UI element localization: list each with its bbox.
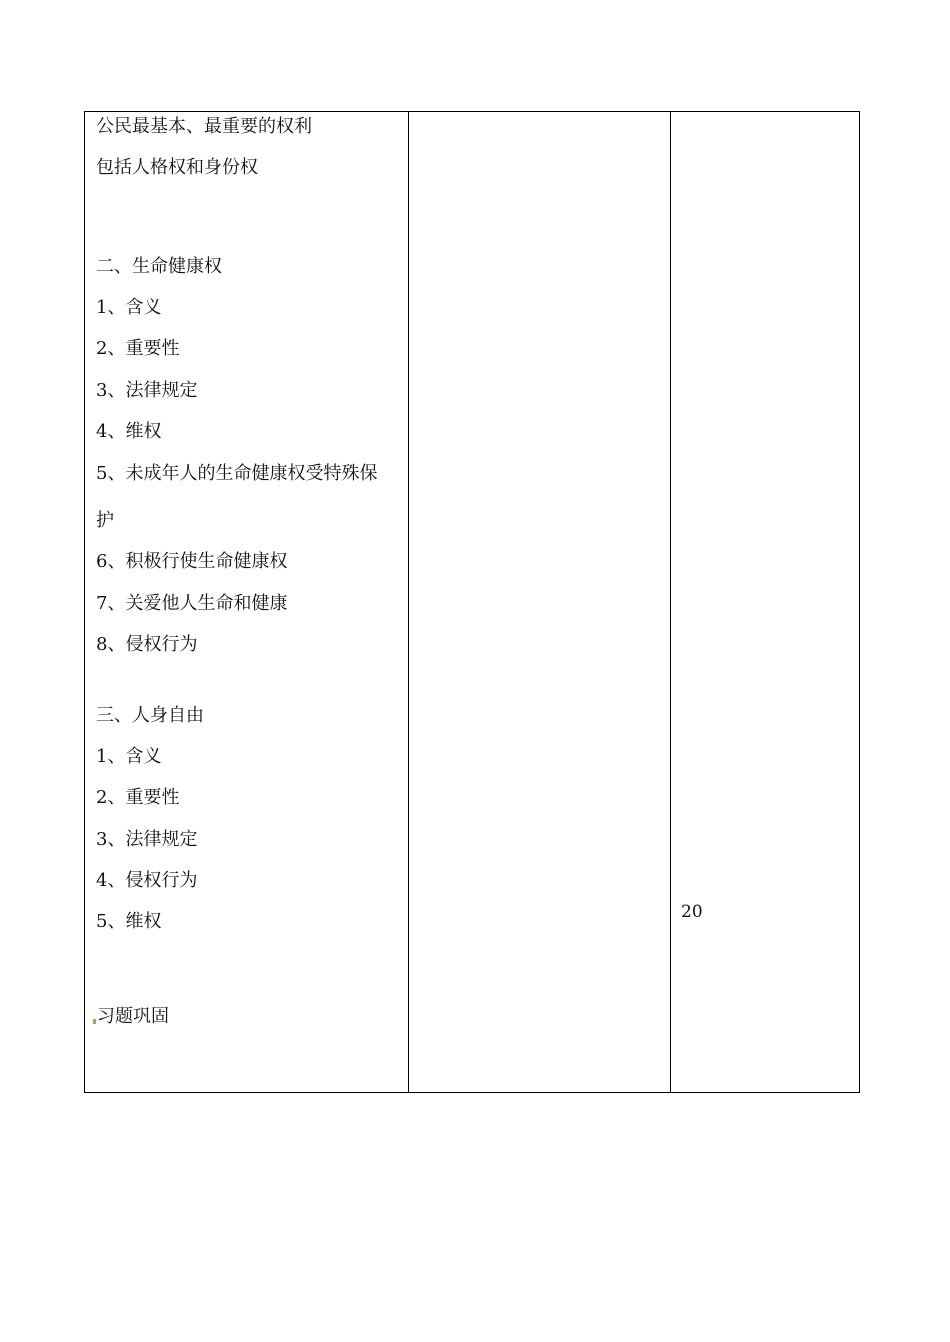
- table-row: [85, 112, 860, 1093]
- activity-cell: [409, 112, 671, 1093]
- text-line: 5、未成年人的生命健康权受特殊保: [96, 463, 378, 484]
- text-line: 6、积极行使生命健康权: [96, 551, 288, 572]
- text-line: 包括人格权和身份权: [96, 157, 258, 178]
- lesson-plan-table: [84, 111, 860, 1093]
- text-line: 7、关爱他人生命和健康: [96, 593, 288, 614]
- text-line: 公民最基本、最重要的权利: [96, 116, 312, 137]
- text-line: 5、维权: [96, 911, 162, 932]
- text-line: 3、法律规定: [96, 829, 198, 850]
- exercise-label: 习题巩固: [97, 1006, 169, 1027]
- text-line: 4、维权: [96, 421, 162, 442]
- section-heading-personal-freedom: 三、人身自由: [96, 705, 204, 726]
- text-line: 3、法律规定: [96, 380, 198, 401]
- text-line: 2、重要性: [96, 787, 180, 808]
- text-line: 8、侵权行为: [96, 634, 198, 655]
- bullet-marker-icon: [93, 1019, 96, 1024]
- content-cell: [85, 112, 409, 1093]
- text-line: 1、含义: [96, 746, 162, 767]
- text-line: 护: [96, 510, 114, 531]
- text-line: 4、侵权行为: [96, 870, 198, 891]
- exercise-heading: [93, 1006, 169, 1028]
- time-cell: [671, 112, 860, 1093]
- time-value: 20: [681, 902, 703, 922]
- section-heading-life-health: 二、生命健康权: [96, 256, 222, 277]
- text-line: 1、含义: [96, 297, 162, 318]
- text-line: 2、重要性: [96, 338, 180, 359]
